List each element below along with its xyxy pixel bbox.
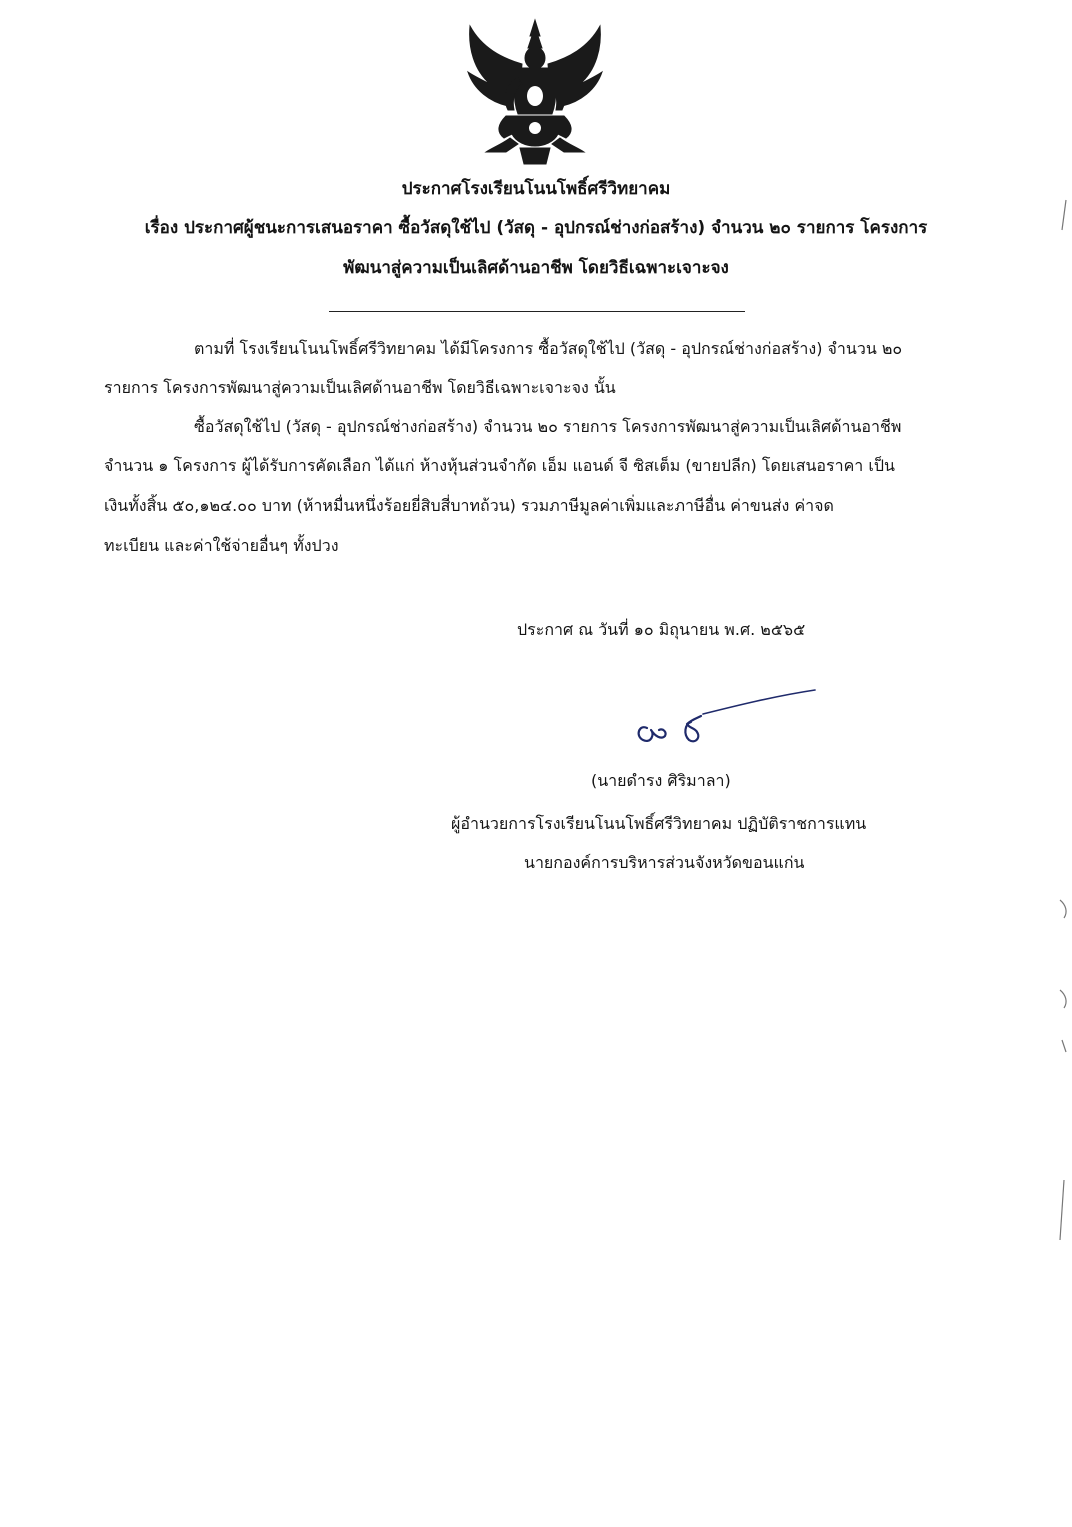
- paragraph-1-line-2: รายการ โครงการพัฒนาสู่ความเป็นเลิศด้านอาชีพ โดยวิธีเฉพาะเจาะจง นั้น: [104, 378, 616, 397]
- paragraph-2-line-4: ทะเบียน และค่าใช้จ่ายอื่นๆ ทั้งปวง: [104, 536, 339, 555]
- signatory-position-continued: นายกองค์การบริหารส่วนจังหวัดขอนแก่น: [524, 853, 805, 872]
- signatory-name: (นายดำรง ศิริมาลา): [591, 771, 731, 790]
- paragraph-2-line-3: เงินทั้งสิ้น ๕๐,๑๒๔.๐๐ บาท (ห้าหมื่นหนึ่งร้อยยี่สิบสี่บาทถ้วน) รวมภาษีมูลค่าเพิ่มและภาษีอื่น ค่าขนส่ง ค่าจด: [104, 496, 834, 515]
- paragraph-2-line-1: ซื้อวัสดุใช้ไป (วัสดุ - อุปกรณ์ช่างก่อสร้าง) จำนวน ๒๐ รายการ โครงการพัฒนาสู่ความเป็นเลิศด้านอาชีพ: [194, 417, 902, 436]
- document-subject: เรื่อง ประกาศผู้ชนะการเสนอราคา ซื้อวัสดุใช้ไป (วัสดุ - อุปกรณ์ช่างก่อสร้าง) จำนวน ๒๐ รายการ โครงการ: [144, 218, 928, 238]
- document-title: ประกาศโรงเรียนโนนโพธิ์ศรีวิทยาคม: [401, 179, 671, 199]
- garuda-emblem-icon: [462, 18, 608, 168]
- header-divider: [329, 311, 745, 312]
- paragraph-2-line-2: จำนวน ๑ โครงการ ผู้ได้รับการคัดเลือก ได้แก่ ห้างหุ้นส่วนจำกัด เอ็ม แอนด์ จี ซิสเต็ม (ขายปลีก) โดยเสนอราคา เป็น: [104, 456, 895, 475]
- announcement-date: ประกาศ ณ วันที่ ๑๐ มิถุนายน พ.ศ. ๒๕๖๕: [517, 620, 806, 639]
- document-subject-continued: พัฒนาสู่ความเป็นเลิศด้านอาชีพ โดยวิธีเฉพาะเจาะจง: [343, 258, 729, 278]
- scan-edge-marks: [1052, 0, 1072, 1527]
- signatory-position: ผู้อำนวยการโรงเรียนโนนโพธิ์ศรีวิทยาคม ปฏิบัติราชการแทน: [451, 814, 867, 833]
- paragraph-1-line-1: ตามที่ โรงเรียนโนนโพธิ์ศรีวิทยาคม ได้มีโครงการ ซื้อวัสดุใช้ไป (วัสดุ - อุปกรณ์ช่างก่อสร้าง) จำนวน ๒๐: [194, 339, 903, 358]
- handwritten-signature: [625, 686, 825, 756]
